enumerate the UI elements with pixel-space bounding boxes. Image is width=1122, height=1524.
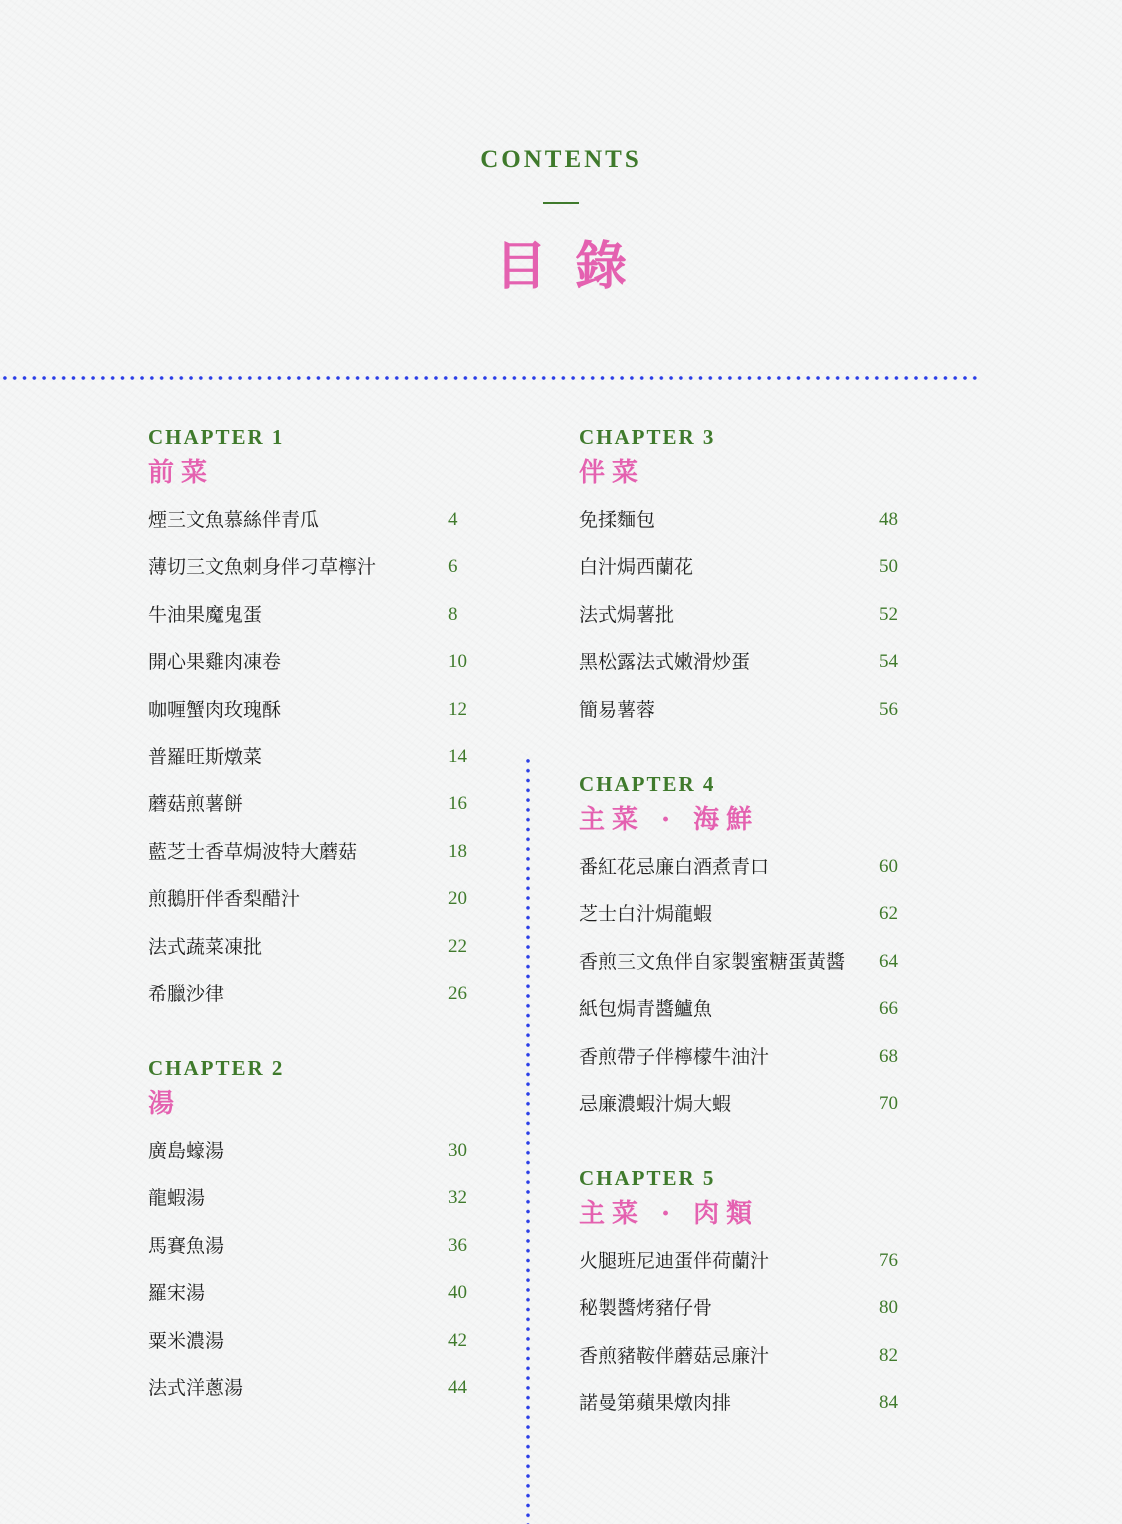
page-number: 54 bbox=[879, 651, 898, 673]
page-number: 44 bbox=[448, 1376, 467, 1398]
recipe-entry bbox=[148, 1231, 467, 1278]
page-number: 64 bbox=[879, 950, 898, 972]
chapter-label: CHAPTER 4 bbox=[579, 772, 716, 796]
recipe-name: 芝士白汁焗龍蝦 bbox=[579, 903, 713, 926]
recipe-entry bbox=[579, 994, 898, 1041]
recipe-name: 開心果雞肉凍卷 bbox=[148, 651, 282, 674]
recipe-entry bbox=[148, 932, 467, 979]
page-number: 18 bbox=[448, 840, 467, 862]
recipe-list bbox=[579, 505, 898, 742]
page-number: 20 bbox=[448, 888, 467, 910]
page-number: 52 bbox=[879, 603, 898, 625]
page-number: 4 bbox=[448, 509, 458, 530]
chapter-5 bbox=[579, 1165, 898, 1436]
recipe-entry bbox=[148, 884, 467, 931]
recipe-entry bbox=[579, 647, 898, 694]
page-number: 16 bbox=[448, 793, 467, 815]
recipe-entry bbox=[148, 1373, 467, 1420]
recipe-entry bbox=[148, 647, 467, 694]
recipe-name: 馬賽魚湯 bbox=[148, 1234, 225, 1257]
recipe-name: 粟米濃湯 bbox=[148, 1329, 225, 1352]
recipe-entry bbox=[579, 600, 898, 647]
chapter-4 bbox=[579, 771, 898, 1136]
recipe-entry bbox=[579, 505, 898, 552]
recipe-entry bbox=[148, 1278, 467, 1325]
recipe-name: 龍蝦湯 bbox=[148, 1187, 206, 1210]
recipe-name: 番紅花忌廉白酒煮青口 bbox=[579, 856, 770, 878]
recipe-entry bbox=[148, 979, 467, 1026]
chapter-title: 前菜 bbox=[148, 458, 215, 488]
page-number: 26 bbox=[448, 982, 467, 1004]
page-number: 36 bbox=[448, 1234, 467, 1256]
recipe-entry bbox=[579, 1293, 898, 1340]
recipe-entry bbox=[579, 695, 898, 742]
recipe-list bbox=[148, 505, 467, 1026]
page-number: 48 bbox=[879, 509, 898, 530]
page-number: 84 bbox=[879, 1392, 898, 1414]
chapter-label: CHAPTER 2 bbox=[148, 1056, 285, 1080]
page-number: 60 bbox=[879, 856, 898, 877]
recipe-name: 藍芝士香草焗波特大蘑菇 bbox=[148, 840, 358, 863]
chapter-label: CHAPTER 3 bbox=[579, 425, 716, 449]
page-number: 42 bbox=[448, 1329, 467, 1351]
page-number: 8 bbox=[448, 603, 458, 625]
recipe-name: 免揉麵包 bbox=[579, 509, 656, 531]
page-number: 70 bbox=[879, 1092, 898, 1114]
recipe-name: 忌廉濃蝦汁焗大蝦 bbox=[579, 1092, 732, 1115]
recipe-name: 火腿班尼迪蛋伴荷蘭汁 bbox=[579, 1250, 770, 1272]
recipe-entry bbox=[148, 789, 467, 836]
recipe-name: 香煎三文魚伴自家製蜜糖蛋黃醬 bbox=[579, 950, 846, 973]
page-number: 66 bbox=[879, 998, 898, 1020]
page-number: 68 bbox=[879, 1045, 898, 1067]
recipe-name: 香煎豬鞍伴蘑菇忌廉汁 bbox=[579, 1344, 770, 1367]
page-number: 12 bbox=[448, 698, 467, 720]
recipe-entry bbox=[579, 1388, 898, 1435]
recipe-name: 法式蔬菜凍批 bbox=[148, 935, 263, 958]
recipe-name: 紙包焗青醬鱸魚 bbox=[579, 998, 713, 1021]
recipe-entry bbox=[148, 1136, 467, 1183]
recipe-name: 秘製醬烤豬仔骨 bbox=[579, 1297, 713, 1320]
chapter-2 bbox=[148, 1055, 467, 1420]
recipe-entry bbox=[148, 600, 458, 647]
recipe-entry bbox=[148, 837, 467, 884]
horizontal-dotted-divider bbox=[0, 376, 978, 380]
vertical-dotted-divider bbox=[526, 756, 530, 1524]
recipe-entry bbox=[579, 1042, 898, 1089]
chapter-label: CHAPTER 1 bbox=[148, 425, 285, 449]
recipe-name: 法式洋蔥湯 bbox=[148, 1376, 244, 1399]
recipe-name: 諾曼第蘋果燉肉排 bbox=[579, 1392, 732, 1415]
recipe-name: 蘑菇煎薯餅 bbox=[148, 793, 244, 816]
page-number: 10 bbox=[448, 651, 467, 673]
chapter-label: CHAPTER 5 bbox=[579, 1166, 716, 1190]
recipe-name: 簡易薯蓉 bbox=[579, 698, 656, 721]
recipe-name: 希臘沙律 bbox=[148, 982, 225, 1005]
chapter-3 bbox=[579, 424, 898, 742]
recipe-entry bbox=[148, 1326, 467, 1373]
recipe-list bbox=[579, 852, 898, 1136]
page-number: 76 bbox=[879, 1250, 898, 1271]
contents-title-zh: 目錄 bbox=[494, 236, 655, 297]
page-number: 6 bbox=[448, 556, 458, 578]
chapter-title: 主菜 · 海鮮 bbox=[579, 805, 760, 835]
recipe-name: 法式焗薯批 bbox=[579, 603, 675, 626]
page-number: 22 bbox=[448, 935, 467, 957]
recipe-name: 黑松露法式嫩滑炒蛋 bbox=[579, 651, 751, 674]
recipe-entry bbox=[148, 695, 467, 742]
recipe-list bbox=[148, 1136, 467, 1420]
recipe-name: 普羅旺斯燉菜 bbox=[148, 745, 263, 768]
page-number: 32 bbox=[448, 1187, 467, 1209]
chapter-title: 湯 bbox=[148, 1089, 182, 1119]
title-divider bbox=[543, 202, 579, 204]
recipe-name: 咖喱蟹肉玫瑰酥 bbox=[148, 698, 282, 721]
recipe-entry bbox=[148, 742, 467, 789]
recipe-entry bbox=[579, 1089, 898, 1136]
recipe-name: 白汁焗西蘭花 bbox=[579, 556, 694, 579]
page-number: 40 bbox=[448, 1282, 467, 1304]
recipe-name: 羅宋湯 bbox=[148, 1282, 206, 1305]
recipe-entry bbox=[579, 1246, 898, 1293]
recipe-name: 煎鵝肝伴香梨醋汁 bbox=[148, 888, 301, 911]
page-number: 62 bbox=[879, 903, 898, 925]
recipe-entry bbox=[579, 947, 898, 994]
chapter-title: 主菜 · 肉類 bbox=[579, 1199, 760, 1229]
chapter-1 bbox=[148, 424, 467, 1026]
recipe-name: 薄切三文魚刺身伴刁草檸汁 bbox=[148, 556, 377, 579]
recipe-name: 香煎帶子伴檸檬牛油汁 bbox=[579, 1045, 770, 1068]
recipe-entry bbox=[148, 1183, 467, 1230]
recipe-name: 煙三文魚慕絲伴青瓜 bbox=[148, 509, 320, 531]
recipe-list bbox=[579, 1246, 898, 1436]
recipe-name: 廣島蠔湯 bbox=[148, 1140, 225, 1162]
page-number: 30 bbox=[448, 1140, 467, 1161]
recipe-entry bbox=[579, 899, 898, 946]
recipe-entry bbox=[579, 1341, 898, 1388]
recipe-entry bbox=[148, 505, 458, 552]
recipe-entry bbox=[579, 552, 898, 599]
page-number: 82 bbox=[879, 1344, 898, 1366]
recipe-entry bbox=[148, 552, 458, 599]
chapter-title: 伴菜 bbox=[579, 458, 646, 488]
contents-title-en: CONTENTS bbox=[480, 146, 642, 173]
page-number: 50 bbox=[879, 556, 898, 578]
page-number: 56 bbox=[879, 698, 898, 720]
recipe-name: 牛油果魔鬼蛋 bbox=[148, 603, 263, 626]
page-number: 80 bbox=[879, 1297, 898, 1319]
recipe-entry bbox=[579, 852, 898, 899]
page-number: 14 bbox=[448, 745, 467, 767]
